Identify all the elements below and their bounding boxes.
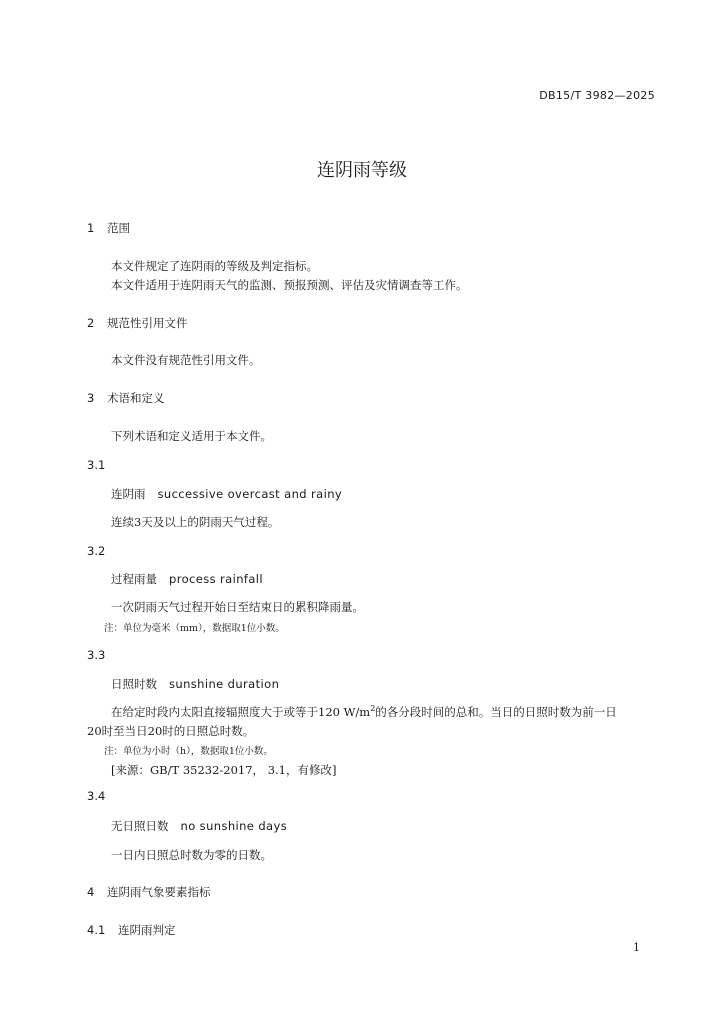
definition-line: 20时至当日20时的日照总时数。	[87, 724, 255, 738]
definition: 一日内日照总时数为零的日数。	[111, 848, 272, 862]
page-title: 连阴雨等级	[317, 160, 407, 181]
section-number: 2	[87, 316, 95, 330]
definition: 一次阴雨天气过程开始日至结束日的累积降雨量。	[111, 600, 364, 614]
section-title: 术语和定义	[107, 391, 165, 405]
section-title: 范围	[107, 221, 130, 235]
term-entry	[111, 676, 279, 692]
term-zh: 无日照日数	[111, 819, 169, 833]
document-number: DB15/T 3982—2025	[539, 89, 655, 102]
section-2-heading	[87, 315, 188, 331]
section-4-heading	[87, 884, 211, 900]
definition: 连续3天及以上的阴雨天气过程。	[111, 515, 280, 529]
term-en: no sunshine days	[180, 819, 288, 833]
section-title: 连阴雨气象要素指标	[107, 885, 211, 899]
definition-text: 的各分段时间的总和。当日的日照时数为前一日	[375, 705, 617, 719]
term-zh: 日照时数	[111, 677, 157, 691]
section-number: 3	[87, 391, 95, 405]
section-title: 连阴雨判定	[118, 923, 176, 937]
term-entry	[111, 486, 342, 502]
paragraph: 本文件适用于连阴雨天气的监测、预报预测、评估及灾情调查等工作。	[111, 278, 468, 292]
paragraph: 本文件规定了连阴雨的等级及判定指标。	[111, 259, 318, 273]
subsection-4-1-heading	[87, 922, 176, 938]
term-entry	[111, 818, 287, 834]
term-en: process rainfall	[169, 572, 263, 586]
term-number: 3.4	[87, 789, 106, 803]
term-zh: 连阴雨	[111, 487, 146, 501]
term-number: 3.3	[87, 648, 106, 662]
section-number: 4.1	[87, 923, 106, 937]
note: 注：单位为毫米（mm），数据取1位小数。	[104, 623, 285, 634]
section-1-heading	[87, 220, 130, 236]
term-zh: 过程雨量	[111, 572, 157, 586]
paragraph: 本文件没有规范性引用文件。	[111, 353, 261, 367]
definition-line	[111, 704, 617, 720]
paragraph: 下列术语和定义适用于本文件。	[111, 429, 272, 443]
section-number: 4	[87, 885, 95, 899]
source-reference: [来源：GB/T 35232-2017， 3.1，有修改]	[111, 763, 337, 777]
superscript: 2	[370, 704, 376, 714]
term-number: 3.1	[87, 458, 106, 472]
term-en: sunshine duration	[169, 677, 280, 691]
section-title: 规范性引用文件	[107, 316, 188, 330]
term-number: 3.2	[87, 544, 106, 558]
note: 注：单位为小时（h），数据取1位小数。	[104, 746, 273, 757]
term-entry	[111, 571, 263, 587]
section-3-heading	[87, 390, 165, 406]
section-number: 1	[87, 221, 95, 235]
term-en: successive overcast and rainy	[157, 487, 343, 501]
definition-text: 在给定时段内太阳直接辐照度大于或等于120 W/m	[111, 705, 371, 719]
page-number: 1	[633, 941, 640, 954]
